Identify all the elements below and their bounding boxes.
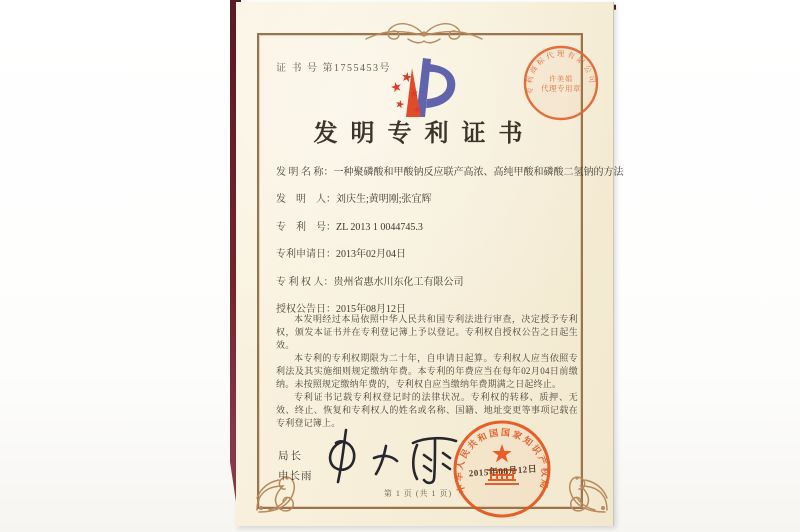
field-label: 专利申请日： xyxy=(276,249,336,261)
agent-seal-line2: 代理专用章 xyxy=(541,84,581,93)
field-label: 专 利 号： xyxy=(276,221,336,233)
field-patent-number xyxy=(276,218,580,245)
corner-flourish-icon xyxy=(549,452,611,514)
legal-paragraph: 专利证书记载专利权登记时的法律状况。专利权的转移、质押、无效、终止、恢复和专利权人的姓名或名称、国籍、地址变更等事项记载在专利登记簿上。 xyxy=(276,392,578,428)
director-name: 申长雨 xyxy=(278,471,313,482)
legal-text xyxy=(276,313,578,430)
field-value: 刘庆生;黄明刚;张宜辉 xyxy=(336,194,432,206)
certificate-number: 证 书 号 第1755453号 xyxy=(276,63,391,74)
field-value: 贵州省惠水川东化工有限公司 xyxy=(333,276,464,288)
field-value: 2015年08月12日 xyxy=(336,303,406,315)
field-value: ZL 2013 1 0044745.3 xyxy=(336,221,423,233)
field-value: 一种聚磷酸和甲酸钠反应联产高浓、高纯甲酸和磷酸二氢钠的方法 xyxy=(333,167,624,178)
field-patentee xyxy=(276,273,580,300)
field-label: 发 明 名 称： xyxy=(276,167,334,178)
legal-paragraph: 本专利的专利权期限为二十年，自申请日起算。专利权人应当依照专利法及其实施细则规定缴纳年费。本专利的年费应当在每年02月04日前缴纳。未按照规定缴纳年费的，专利权自应当缴纳年费期满之日起终止。 xyxy=(276,353,578,389)
page-number: 第 1 页 (共 1 页) xyxy=(383,489,453,498)
field-list xyxy=(276,163,624,327)
field-value: 2013年02月04日 xyxy=(336,249,406,261)
director-title: 局长 xyxy=(278,451,303,462)
field-label: 发 明 人： xyxy=(276,194,336,206)
field-label: 授权公告日： xyxy=(276,303,336,315)
field-label: 专 利 权 人： xyxy=(276,276,334,288)
field-application-date xyxy=(276,245,580,272)
field-inventors xyxy=(276,190,580,217)
seal-date: 2015年08月12日 xyxy=(468,463,538,479)
certificate-paper xyxy=(236,2,624,526)
agent-seal-ring-text: 专利商标代理有限公司 xyxy=(524,49,598,96)
certificate-title: 发明专利证书 xyxy=(313,121,536,147)
agent-seal xyxy=(522,44,600,122)
government-seal-ring-text: 中华人民共和国国家知识产权局 xyxy=(453,427,551,495)
sipo-logo-icon xyxy=(384,56,460,120)
legal-paragraph: 本发明经过本局依照中华人民共和国专利法进行审查，决定授予专利权，颁发本证书并在专利登记簿上予以登记。专利权自授权公告之日起生效。 xyxy=(276,314,578,350)
agent-seal-line1: 许美娟 xyxy=(549,75,573,83)
top-flourish-ornament xyxy=(364,19,484,47)
field-invention-name xyxy=(276,163,624,190)
